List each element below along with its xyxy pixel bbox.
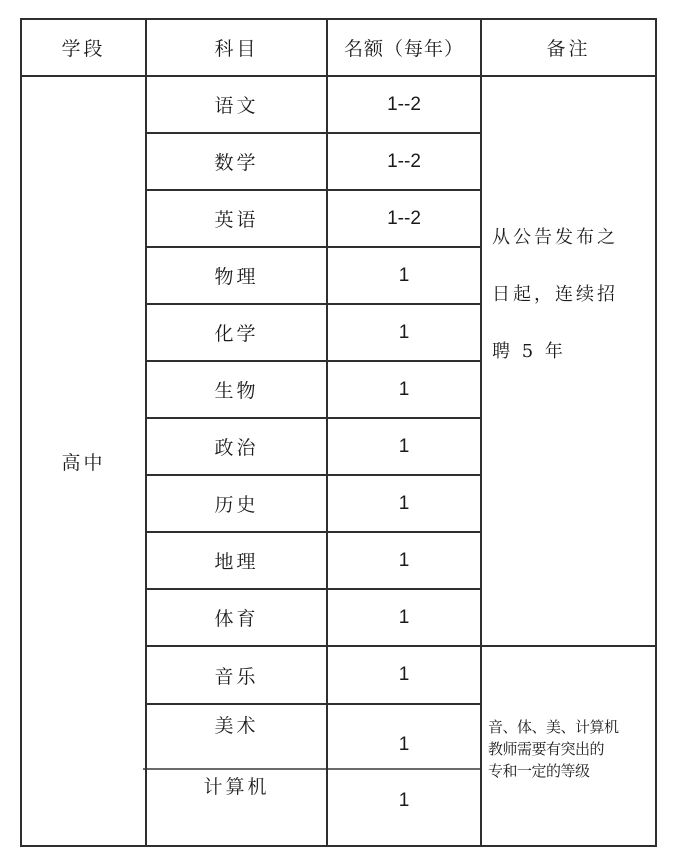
border-right [655, 18, 657, 847]
subject-cell: 物理 [214, 266, 259, 288]
subject-cell: 生物 [214, 380, 259, 402]
col-divider-3 [480, 18, 482, 847]
note-arts-line: 音、体、美、计算机 [488, 718, 619, 736]
subject-cell: 地理 [214, 551, 259, 573]
header-subject: 科目 [214, 38, 259, 60]
quota-cell: 1 [398, 492, 410, 514]
subject-cell: 计算机 [203, 776, 270, 798]
quota-cell: 1 [398, 790, 410, 811]
header-quota: 名额（每年） [343, 38, 464, 60]
note-general-line: 聘 5 年 [492, 341, 566, 362]
subject-cell: 历史 [214, 494, 259, 516]
note-arts [488, 716, 619, 782]
note-general-line: 从公告发布之 [492, 227, 618, 248]
quota-cell: 1--2 [387, 93, 421, 115]
quota-cell: 1 [398, 321, 410, 343]
subject-cell: 化学 [214, 323, 259, 345]
note-general-line: 日起，连续招 [492, 284, 618, 305]
quota-cell: 1 [398, 264, 410, 286]
border-bottom [20, 845, 657, 847]
stage-cell: 高中 [61, 451, 106, 474]
quota-cell: 1--2 [387, 150, 421, 172]
quota-cell: 1 [398, 378, 410, 400]
quota-cell: 1 [398, 606, 410, 628]
quota-cell: 1 [398, 734, 410, 755]
note-arts-line: 教师需要有突出的 [488, 740, 605, 758]
subject-cell: 体育 [214, 608, 259, 630]
subject-cell: 数学 [214, 152, 259, 174]
subject-cell: 音乐 [214, 665, 259, 688]
recruitment-table [20, 18, 655, 845]
subject-cell: 英语 [214, 209, 259, 231]
quota-cell: 1--2 [387, 207, 421, 229]
subject-cell: 语文 [214, 95, 259, 117]
subject-cell: 政治 [214, 437, 259, 459]
note-general [492, 209, 618, 380]
header-stage: 学段 [61, 38, 106, 60]
quota-cell: 1 [398, 549, 410, 571]
quota-cell: 1 [398, 435, 410, 457]
quota-cell: 1 [398, 664, 410, 685]
header-notes: 备注 [546, 38, 591, 60]
subject-cell: 美术 [214, 715, 259, 737]
note-arts-line: 专和一定的等级 [488, 762, 590, 780]
